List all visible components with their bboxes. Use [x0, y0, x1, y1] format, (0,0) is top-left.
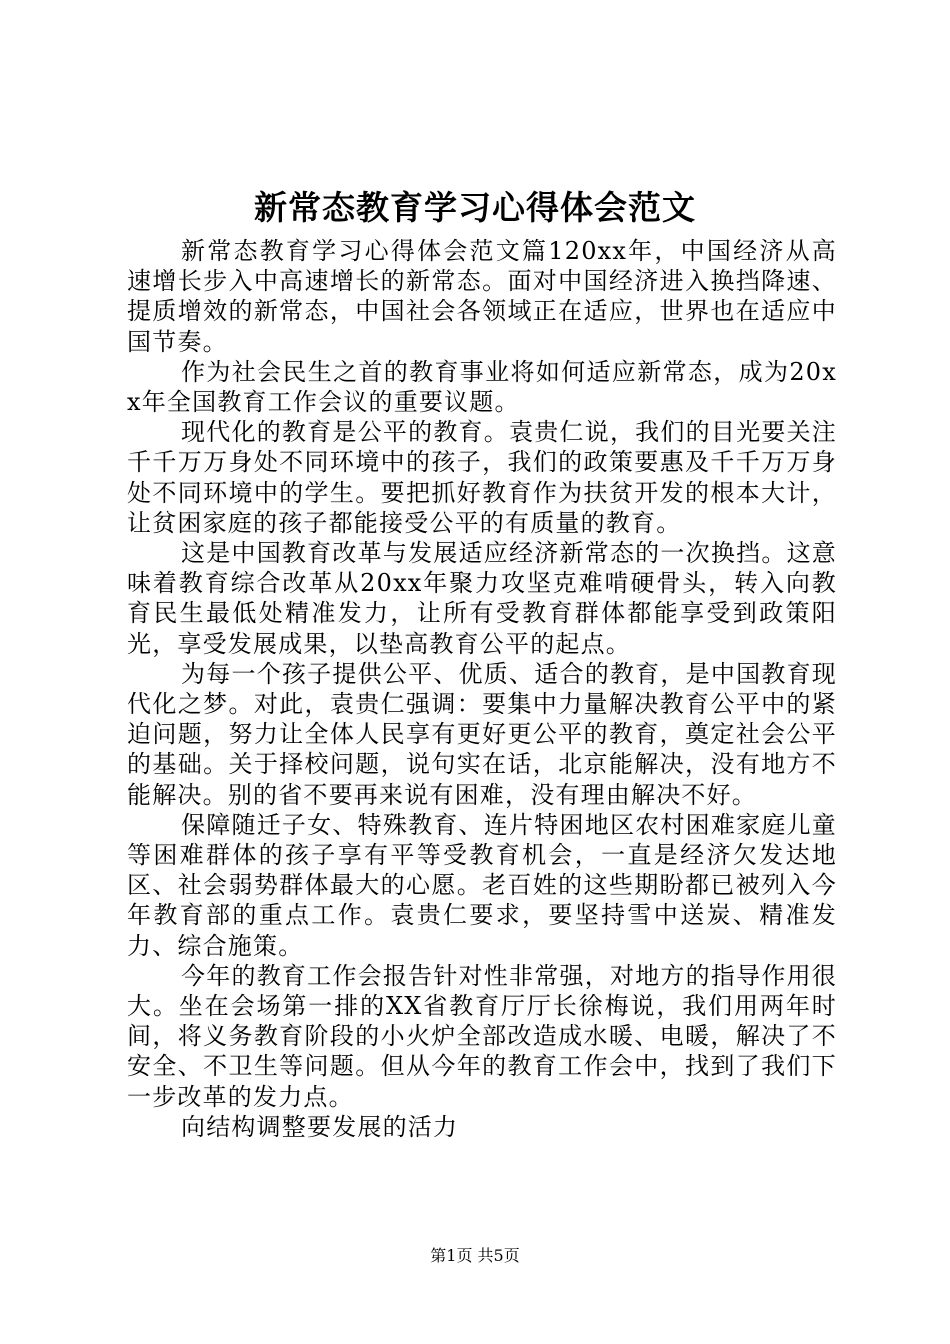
page-number-footer: 第1页 共5页 — [430, 1246, 520, 1265]
document-body — [127, 236, 837, 1142]
paragraph-7: 今年的教育工作会报告针对性非常强，对地方的指导作用很大。坐在会场第一排的XX省教育厅厅长徐梅说，我们用两年时间，将义务教育阶段的小火炉全部改造成水暖、电暖，解决了不安全、不卫生等问题。但从今年的教育工作会中，找到了我们下一步改革的发力点。 — [127, 961, 837, 1111]
paragraph-6: 保障随迁子女、特殊教育、连片特困地区农村困难家庭儿童等困难群体的孩子享有平等受教育机会，一直是经济欠发达地区、社会弱势群体最大的心愿。老百姓的这些期盼都已被列入今年教育部的重点工作。袁贵仁要求，要坚持雪中送炭、精准发力、综合施策。 — [127, 810, 837, 960]
paragraph-8: 向结构调整要发展的活力 — [181, 1112, 459, 1141]
paragraph-3: 现代化的教育是公平的教育。袁贵仁说，我们的目光要关注千千万万身处不同环境中的孩子，我们的政策要惠及千千万万身处不同环境中的学生。要把抓好教育作为扶贫开发的根本大计，让贫困家庭的孩子都能接受公平的有质量的教育。 — [127, 418, 837, 537]
document-title: 新常态教育学习心得体会范文 — [254, 188, 696, 227]
paragraph-2: 作为社会民生之首的教育事业将如何适应新常态，成为20xx年全国教育工作会议的重要议题。 — [127, 357, 837, 417]
paragraph-1: 新常态教育学习心得体会范文篇120xx年，中国经济从高速增长步入中高速增长的新常态。面对中国经济进入换挡降速、提质增效的新常态，中国社会各领域正在适应，世界也在适应中国节奏。 — [127, 237, 837, 356]
paragraph-4: 这是中国教育改革与发展适应经济新常态的一次换挡。这意味着教育综合改革从20xx年聚力攻坚克难啃硬骨头，转入向教育民生最低处精准发力，让所有受教育群体都能享受到政策阳光，享受发展成果，以垫高教育公平的起点。 — [127, 539, 837, 658]
paragraph-5: 为每一个孩子提供公平、优质、适合的教育，是中国教育现代化之梦。对此，袁贵仁强调：要集中力量解决教育公平中的紧迫问题，努力让全体人民享有更好更公平的教育，奠定社会公平的基础。关于择校问题，说句实在话，北京能解决，没有地方不能解决。别的省不要再来说有困难，没有理由解决不好。 — [127, 659, 837, 809]
